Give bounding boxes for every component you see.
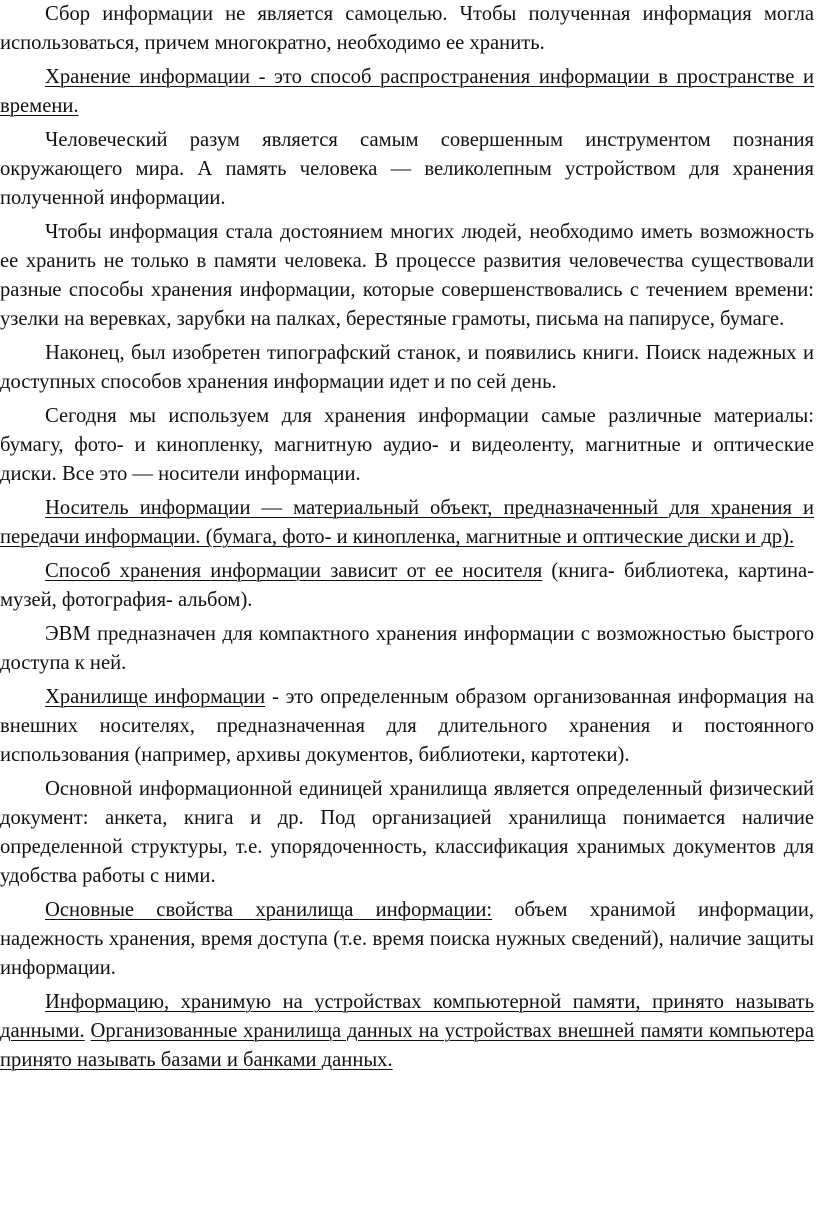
paragraph-10-term: Хранилище информации bbox=[45, 686, 266, 708]
paragraph-8-underlined: Способ хранения информации зависит от ее носителя bbox=[45, 560, 543, 582]
paragraph-10 bbox=[0, 683, 816, 770]
paragraph-1 bbox=[0, 0, 816, 58]
paragraph-4 bbox=[0, 218, 816, 334]
paragraph-1-text: Сбор информации не является самоцелью. Чтобы полученная информация могла использоваться, причем многократно, необходимо ее хранить. bbox=[0, 3, 814, 54]
paragraph-7 bbox=[0, 494, 816, 552]
paragraph-7-definition: Носитель информации — материальный объект, предназначенный для хранения и передачи информации. (бумага, фото- и кинопленка, магнитные и оптические диски и др). bbox=[0, 497, 814, 548]
paragraph-8 bbox=[0, 557, 816, 615]
paragraph-12-text: объем хранимой информации, надежность хранения, время доступа (т.е. время поиска нужных сведений), наличие защиты информации. bbox=[0, 899, 814, 979]
paragraph-9 bbox=[0, 620, 816, 678]
paragraph-5 bbox=[0, 339, 816, 397]
paragraph-2 bbox=[0, 63, 816, 121]
paragraph-13-definition-1: Информацию, хранимую на устройствах компьютерной памяти, принято называть данными. bbox=[0, 991, 814, 1042]
paragraph-6 bbox=[0, 402, 816, 489]
paragraph-2-definition: Хранение информации - это способ распространения информации в пространстве и времени. bbox=[0, 66, 814, 117]
paragraph-10-text: - это определенным образом организованная информация на внешних носителях, предназначенная для длительного хранения и постоянного использования (например, архивы документов, библиотеки, картотеки). bbox=[0, 686, 815, 766]
paragraph-13 bbox=[0, 988, 816, 1075]
paragraph-9-text: ЭВМ предназначен для компактного хранения информации с возможностью быстрого доступа к ней. bbox=[0, 623, 814, 674]
paragraph-12 bbox=[0, 896, 816, 983]
paragraph-11-text: Основной информационной единицей хранилища является определенный физический документ: анкета, книга и др. Под организацией хранилища понимается наличие определенной структуры, т.е. упорядоченность, классификация хранимых документов для удобства работы с ними. bbox=[0, 778, 814, 887]
paragraph-13-definition-2: Организованные хранилища данных на устройствах внешней памяти компьютера принято называть базами и банками данных. bbox=[0, 1020, 814, 1071]
paragraph-12-term: Основные свойства хранилища информации: bbox=[45, 899, 493, 921]
paragraph-5-text: Наконец, был изобретен типографский станок, и появились книги. Поиск надежных и доступных способов хранения информации идет и по сей день. bbox=[0, 342, 814, 393]
paragraph-3-text: Человеческий разум является самым совершенным инструментом познания окружающего мира. А память человека — великолепным устройством для хранения полученной информации. bbox=[0, 129, 814, 209]
paragraph-3 bbox=[0, 126, 816, 213]
paragraph-6-text: Сегодня мы используем для хранения информации самые различные материалы: бумагу, фото- и кинопленку, магнитную аудио- и видеоленту, магнитные и оптические диски. Все это — носители информации. bbox=[0, 405, 814, 485]
paragraph-11 bbox=[0, 775, 816, 891]
paragraph-4-text: Чтобы информация стала достоянием многих людей, необходимо иметь возможность ее хранить не только в памяти человека. В процессе развития человечества существовали разные способы хранения информации, которые совершенствовались с течением времени: узелки на веревках, зарубки на палках, берестяные грамоты, письма на папирусе, бумаге. bbox=[0, 221, 814, 330]
paragraph-8-text: (книга- библиотека, картина- музей, фотография- альбом). bbox=[0, 560, 814, 611]
